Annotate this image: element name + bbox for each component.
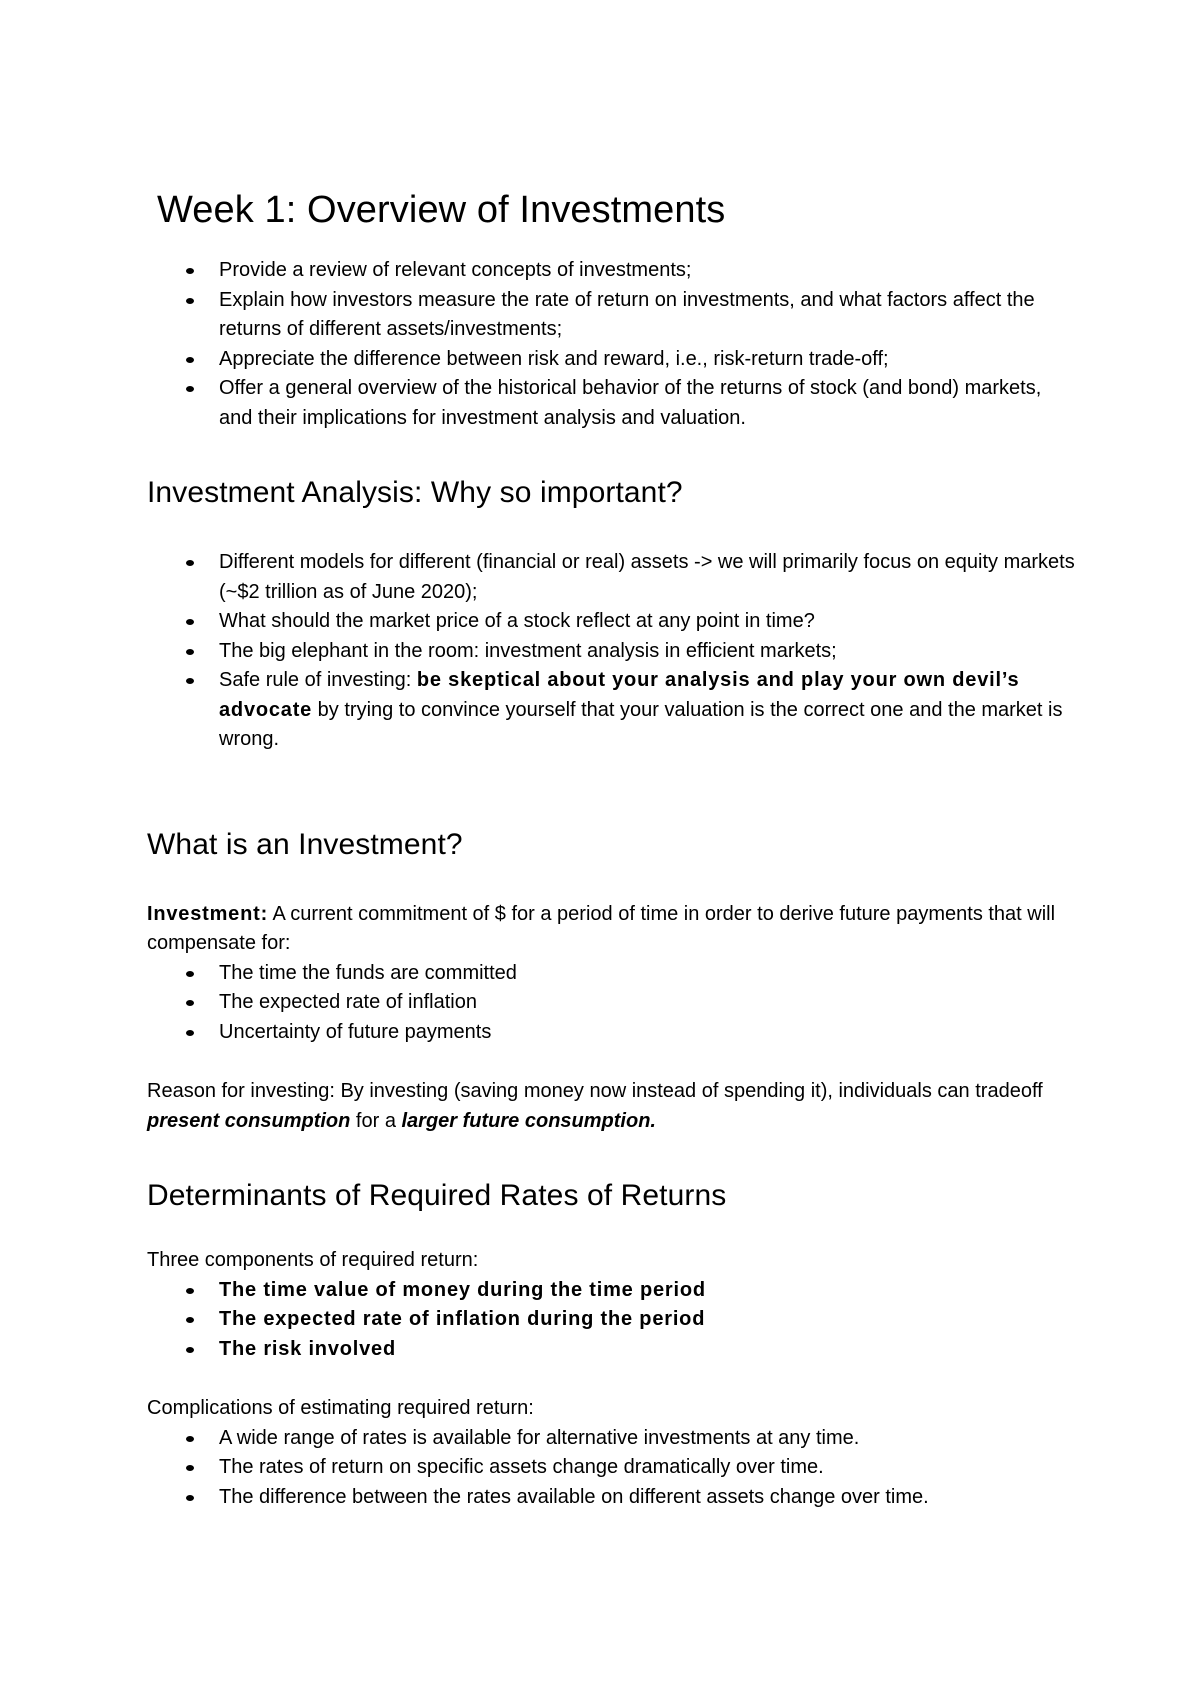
page-title: Week 1: Overview of Investments [157,189,726,231]
list-item: The time the funds are committed [147,959,1077,989]
list-item: The time value of money during the time period [147,1276,1077,1306]
list-item: The rates of return on specific assets change dramatically over time. [147,1453,1077,1483]
section-heading-investment: What is an Investment? [147,827,463,861]
investment-definition [147,900,1077,959]
list-item: Appreciate the difference between risk and reward, i.e., risk-return trade-off; [147,345,1077,375]
reason-text: Reason for investing: By investing (saving money now instead of spending it), individuals can tradeoff [147,1080,1043,1102]
reason-mid: for a [350,1109,402,1132]
list-item: A wide range of rates is available for alternative investments at any time. [147,1424,1077,1454]
section-heading-determinants: Determinants of Required Rates of Returns [147,1179,727,1212]
reason-emphasis-present: present consumption [147,1109,351,1132]
safe-rule-suffix: by trying to convince yourself that your valuation is the correct one and the market is wrong. [219,698,1063,750]
list-item: Different models for different (financial or real) assets -> we will primarily focus on equity markets (~$2 trillion as of June 2020); [147,548,1077,607]
list-item: The expected rate of inflation [147,988,1077,1018]
components-intro: Three components of required return: [147,1249,479,1271]
document-body [147,186,1077,1512]
components-list [147,1276,1077,1365]
list-item: The big elephant in the room: investment analysis in efficient markets; [147,637,1077,667]
list-item: The risk involved [147,1335,1077,1365]
list-item: The difference between the rates available on different assets change over time. [147,1483,1077,1513]
list-item: Explain how investors measure the rate of return on investments, and what factors affect the returns of different assets/investments; [147,286,1077,345]
list-item: The expected rate of inflation during the period [147,1305,1077,1335]
complications-intro: Complications of estimating required return: [147,1397,534,1419]
section-heading-analysis: Investment Analysis: Why so important? [147,476,683,509]
complications-list [147,1424,1077,1513]
definition-term: Investment: [147,902,269,925]
objectives-list [147,256,1077,433]
safe-rule-emphasis: be skeptical about your analysis and play your own devil’s advocate [219,669,1020,721]
investment-list [147,959,1077,1048]
list-item: Provide a review of relevant concepts of investments; [147,256,1077,286]
safe-rule-prefix: Safe rule of investing: [219,669,417,691]
list-item: What should the market price of a stock reflect at any point in time? [147,607,1077,637]
reason-emphasis-future: larger future consumption. [401,1109,656,1132]
list-item: Offer a general overview of the historical behavior of the returns of stock (and bond) markets, and their implications for investment analysis and valuation. [147,374,1077,433]
list-item-safe-rule [147,666,1077,755]
analysis-list [147,548,1077,755]
reason-for-investing [147,1077,1077,1136]
definition-text: A current commitment of $ for a period of time in order to derive future payments that will compensate for: [147,902,1056,954]
list-item: Uncertainty of future payments [147,1018,1077,1048]
